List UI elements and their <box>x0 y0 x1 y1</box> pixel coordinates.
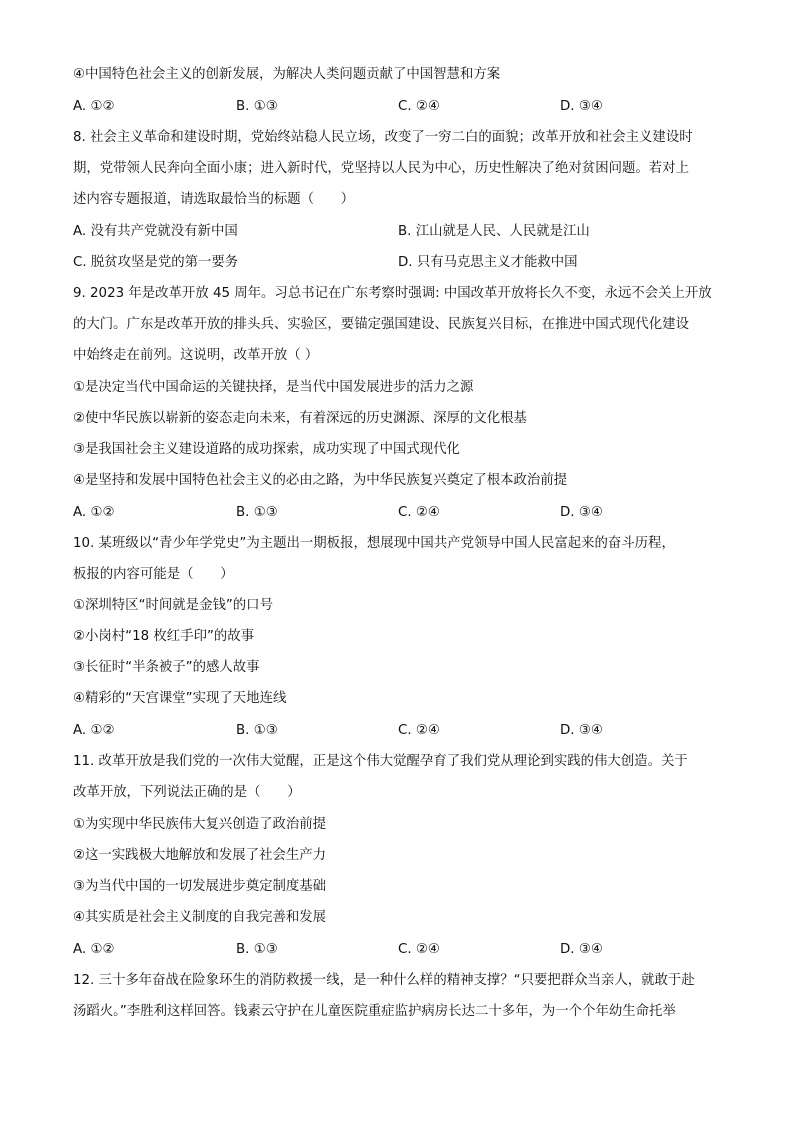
q12-stem-line-2: 汤蹈火。”李胜利这样回答。钱素云守护在儿童医院重症监护病房长达二十多年，为一个个年幼生命托举 <box>73 1004 676 1019</box>
q11-option-a: A. ①② <box>73 942 115 957</box>
q7-options <box>73 97 723 117</box>
q9-option-a: A. ①② <box>73 505 115 520</box>
q7-option-d: D. ③④ <box>560 99 603 114</box>
q10-statement-3: ③长征时“半条被子”的感人故事 <box>73 660 260 675</box>
q8-stem-line-2: 期，党带领人民奔向全面小康；进入新时代，党坚持以人民为中心，历史性解决了绝对贫困问题。若对上 <box>73 161 689 176</box>
q9-option-d: D. ③④ <box>560 505 603 520</box>
q10-statement-4: ④精彩的“天宫课堂”实现了天地连线 <box>73 691 287 706</box>
q8-options-row-1 <box>73 222 723 242</box>
q10-option-d: D. ③④ <box>560 723 603 738</box>
q10-stem-line-1: 10. 某班级以“青少年学党史”为主题出一期板报，想展现中国共产党领导中国人民富起来的奋斗历程， <box>73 536 675 551</box>
q9-stem-line-2: 的大门。广东是改革开放的排头兵、实验区，要锚定强国建设、民族复兴目标，在推进中国式现代化建设 <box>73 317 689 332</box>
q11-option-c: C. ②④ <box>398 942 440 957</box>
q11-option-d: D. ③④ <box>560 942 603 957</box>
q10-option-b: B. ①③ <box>236 723 278 738</box>
q9-option-b: B. ①③ <box>236 505 278 520</box>
q11-stem-line-2: 改革开放，下列说法正确的是（ ） <box>73 785 301 800</box>
q11-statement-2: ②这一实践极大地解放和发展了社会生产力 <box>73 848 327 863</box>
q11-statement-4: ④其实质是社会主义制度的自我完善和发展 <box>73 910 327 925</box>
q9-option-c: C. ②④ <box>398 505 440 520</box>
q10-stem-line-2: 板报的内容可能是（ ） <box>73 567 234 582</box>
q10-option-c: C. ②④ <box>398 723 440 738</box>
q8-option-c: C. 脱贫攻坚是党的第一要务 <box>73 255 239 270</box>
q8-stem-line-1: 8. 社会主义革命和建设时期，党始终站稳人民立场，改变了一穷二白的面貌；改革开放和社会主义建设时 <box>73 130 693 145</box>
q8-option-d: D. 只有马克思主义才能救中国 <box>398 255 578 270</box>
q7-option-a: A. ①② <box>73 99 115 114</box>
q10-statement-2: ②小岗村“18 枚红手印”的故事 <box>73 629 255 644</box>
q11-statement-3: ③为当代中国的一切发展进步奠定制度基础 <box>73 879 327 894</box>
q8-option-a: A. 没有共产党就没有新中国 <box>73 224 238 239</box>
q9-statement-1: ①是决定当代中国命运的关键抉择，是当代中国发展进步的活力之源 <box>73 380 474 395</box>
q11-statement-1: ①为实现中华民族伟大复兴创造了政治前提 <box>73 817 327 832</box>
q9-statement-2: ②使中华民族以崭新的姿态走向未来，有着深远的历史渊源、深厚的文化根基 <box>73 411 527 426</box>
q10-options <box>73 721 723 741</box>
q9-statement-3: ③是我国社会主义建设道路的成功探索，成功实现了中国式现代化 <box>73 442 460 457</box>
q9-stem-line-3: 中始终走在前列。这说明，改革开放（ ） <box>73 348 319 363</box>
q11-option-b: B. ①③ <box>236 942 278 957</box>
q9-options <box>73 503 723 523</box>
q10-statement-1: ①深圳特区“时间就是金钱”的口号 <box>73 598 273 613</box>
q8-option-b: B. 江山就是人民、人民就是江山 <box>398 224 590 239</box>
q8-stem-line-3: 述内容专题报道，请选取最恰当的标题（ ） <box>73 192 355 207</box>
q7-option-c: C. ②④ <box>398 99 440 114</box>
q7-statement-4: ④中国特色社会主义的创新发展，为解决人类问题贡献了中国智慧和方案 <box>73 67 501 82</box>
q7-option-b: B. ①③ <box>236 99 278 114</box>
q9-statement-4: ④是坚持和发展中国特色社会主义的必由之路，为中华民族复兴奠定了根本政治前提 <box>73 473 568 488</box>
q11-stem-line-1: 11. 改革开放是我们党的一次伟大觉醒，正是这个伟大觉醒孕育了我们党从理论到实践的伟大创造。关于 <box>73 754 688 769</box>
q10-option-a: A. ①② <box>73 723 115 738</box>
q12-stem-line-1: 12. 三十多年奋战在险象环生的消防救援一线，是一种什么样的精神支撑？“只要把群众当亲人，就敢于赴 <box>73 973 695 988</box>
q8-options-row-2 <box>73 253 723 273</box>
q11-options <box>73 940 723 960</box>
q9-stem-line-1: 9. 2023 年是改革开放 45 周年。习总书记在广东考察时强调: 中国改革开放将长久不变，永远不会关上开放 <box>73 286 712 301</box>
